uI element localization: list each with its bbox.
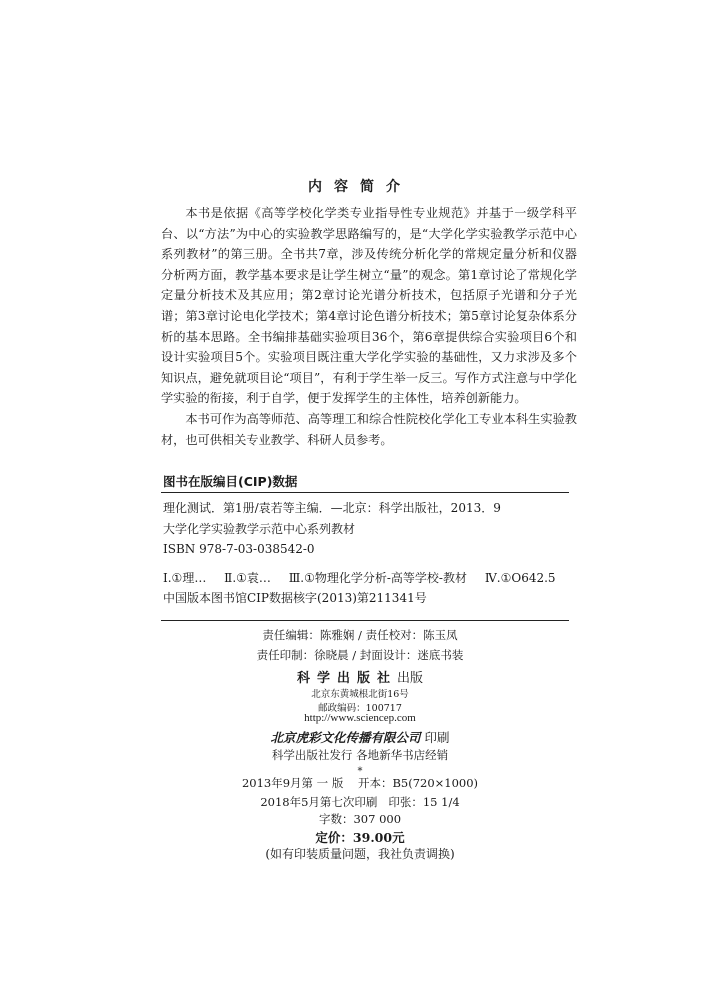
cip-topic: Ⅱ.①袁… (224, 570, 271, 585)
cip-series-line: 大学化学实验教学示范中心系列教材 (163, 521, 356, 536)
cip-topic: Ⅲ.①物理化学分析-高等学校-教材 (288, 570, 467, 585)
intro-paragraph: 本书可作为高等师范、高等理工和综合性院校化学化工专业本科生实验教材，也可供相关专业教学、科研人员参考。 (161, 411, 577, 447)
publisher-role: 出版 (397, 671, 424, 686)
publisher-url: http://www.sciencep.com (304, 712, 416, 724)
staff-line: 责任编辑：陈雅娴 / 责任校对：陈玉凤 (262, 628, 458, 642)
printer (0, 728, 720, 746)
word-count: 字数：307 000 (318, 812, 402, 826)
quality-notice: (如有印装质量问题，我社负责调换) (265, 847, 455, 861)
cip-heading: 图书在版编目(CIP)数据 (163, 474, 298, 489)
publisher (0, 667, 720, 686)
cip-topic: Ⅳ.①O642.5 (484, 570, 556, 585)
distribution: 科学出版社发行 各地新华书店经销 (271, 748, 449, 762)
divider (161, 620, 569, 621)
intro-paragraph: 本书是依据《高等学校化学类专业指导性专业规范》并基于一级学科平台、以“方法”为中心的实验教学思路编写的，是“大学化学实验教学示范中心系列教材”的第三册。全书共7章，涉及传统分析化学的常规定量分析和仪器分析两方面，教学基本要求是让学生树立“量”的观念。第1章讨论了常规化学定量分析技术及其应用；第2章讨论光谱分析技术，包括原子光谱和分子光谱；第3章讨论电化学技术；第4章讨论色谱分析技术；第5章讨论复杂体系分析的基本思路。全书编排基础实验项目36个，第6章提供综合实验项目6个和设计实验项目5个。实验项目既注重大学化学实验的基础性，又力求涉及多个知识点，避免就项目论“项目”，有利于学生举一反三。写作方式注意与中学化学实验的衔接，利于自学，便于发挥学生的主体性，培养创新能力。 (161, 206, 577, 406)
intro-body (161, 203, 577, 450)
cip-verify: 中国版本图书馆CIP数据核字(2013)第211341号 (163, 591, 427, 605)
divider (161, 492, 569, 493)
publisher-name: 科学出版社 (296, 671, 397, 686)
separator-star: * (357, 766, 363, 777)
cip-topics (163, 568, 569, 589)
cip-topic: Ⅰ.①理… (163, 570, 207, 585)
edition-line: 2018年5月第七次印刷 印张：15 1/4 (260, 795, 460, 809)
intro-title: 内容简介 (308, 179, 412, 195)
cip-block (163, 498, 569, 609)
cip-isbn: ISBN 978-7-03-038542-0 (163, 542, 315, 556)
staff-line: 责任印制：徐晓晨 / 封面设计：迷底书装 (256, 648, 464, 662)
printer-role: 印刷 (424, 730, 450, 745)
edition-line: 2013年9月第 一 版 开本：B5(720×1000) (241, 776, 479, 790)
publisher-address: 北京东黄城根北街16号 (311, 689, 409, 700)
cip-title-line: 理化测试．第1册/袁若等主编．—北京：科学出版社，2013．9 (163, 501, 501, 515)
printer-name: 北京虎彩文化传播有限公司 (270, 730, 421, 745)
price: 定价：39.00元 (315, 830, 405, 845)
publisher-postcode: 邮政编码：100717 (318, 703, 402, 714)
